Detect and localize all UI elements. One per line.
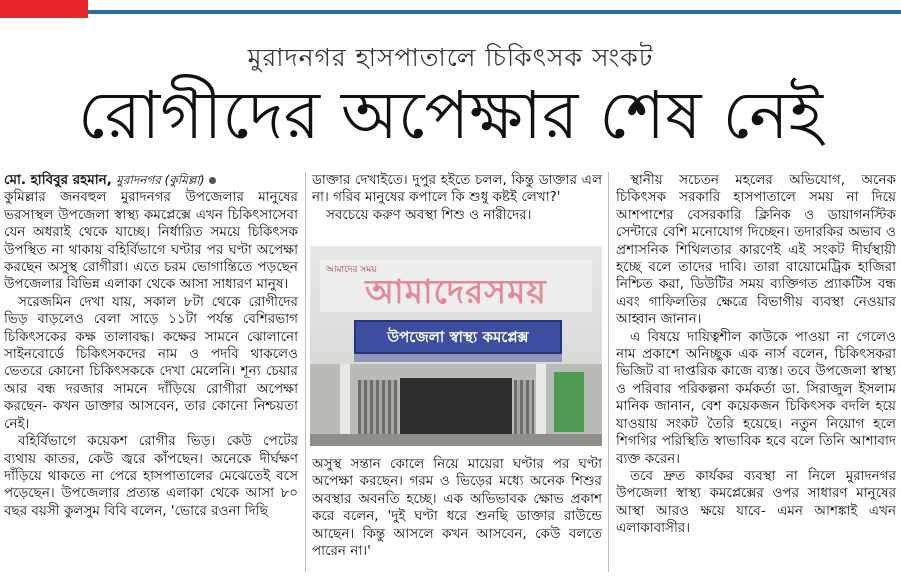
byline: [4, 172, 298, 189]
paragraph: বহির্বিভাগে কয়েকশ রোগীর ভিড়। কেউ পেটের ব্যথায় কাতর, কেউ জ্বরে কাঁপছেন। অনেকে দীর্ঘক্ষণ দাঁড়িয়ে থাকতে না পেরে হাসপাতালের মেঝেতেই বসে পড়েছেন। উপজেলার প্রত্যন্ত এলাকা থেকে আসা ৮০ বছর বয়সী কুলসুম বিবি বলেন, 'ভোরে রওনা দিছি: [4, 433, 298, 519]
bullet-icon: [209, 177, 216, 184]
red-accent-bar: [0, 0, 88, 18]
hospital-signboard: উপজেলা স্বাস্থ্য কমপ্লেক্স: [354, 320, 562, 354]
paragraph: অসুস্থ সন্তান কোলে নিয়ে মায়েরা ঘণ্টার পর ঘণ্টা অপেক্ষা করছেন। গরম ও ভিড়ের মধ্যে অনেক শিশুর অবস্থার অবনতি হচ্ছে। এক অভিভাবক ক্ষোভ প্রকাশ করে বলেন, 'দুই ঘণ্টা ধরে শুনছি ডাক্তার রাউন্ডে আছেন। কিন্তু আসলে কখন আসবেন, কেউ বলতে পারেন না।': [312, 456, 602, 560]
paragraph: এ বিষয়ে দায়িত্বশীল কাউকে পাওয়া না গেলেও নাম প্রকাশে অনিচ্ছুক এক নার্স বলেন, চিকিৎসকরা ভিজিট বা দাপ্তরিক কাজে ব্যস্ত। তবে উপজেলা স্বাস্থ্য ও পরিবার পরিকল্পনা কর্মকর্তা ডা. সিরাজুল ইসলাম মানিক জানান, বেশ কয়েকজন চিকিৎসক বদলি হয়ে যাওয়ায় সংকট তৈরি হয়েছে। নতুন নিয়োগ হলে শিগগির পরিস্থিতি স্বাভাবিক হবে বলে তিনি আশাবাদ ব্যক্ত করেন।: [616, 328, 896, 467]
paragraph: সবচেয়ে করুণ অবস্থা শিশু ও নারীদের।: [326, 206, 532, 223]
byline-location: মুরাদনগর (কুমিল্লা): [116, 173, 205, 187]
kicker-headline: মুরাদনগর হাসপাতালে চিকিৎসক সংকট: [247, 43, 654, 72]
photo-grill: [514, 380, 534, 440]
article-column-2: [312, 172, 602, 224]
signboard-subtext: [354, 354, 562, 362]
paragraph: স্থানীয় সচেতন মহলের অভিযোগ, অনেক চিকিৎসক সরকারি হাসপাতালে সময় না দিয়ে আশপাশের বেসরকারি ক্লিনিক ও ডায়াগনস্টিক সেন্টারে বেশি মনোযোগ দিচ্ছেন। তদারকির অভাব ও প্রশাসনিক শিথিলতার কারণেই এই সংকট দীর্ঘস্থায়ী হচ্ছে বলে তাদের দাবি। তারা বায়োমেট্রিক হাজিরা নিশ্চিত করা, ডিউটির সময় ব্যক্তিগত প্র্যাকটিস বন্ধ এবং গাফিলতির ক্ষেত্রে বিভাগীয় ব্যবস্থা নেওয়ার আহ্বান জানান।: [616, 172, 896, 328]
column-divider: [608, 172, 609, 572]
byline-author: মো. হাবিবুর রহমান,: [4, 172, 112, 188]
blue-accent-line: [88, 10, 901, 14]
photo-floor: [310, 434, 602, 446]
photo-green-panel: [554, 372, 584, 432]
top-color-rule: [0, 0, 901, 18]
photo-watermark-logo: আমাদেরসময়: [365, 272, 547, 311]
paragraph: সরেজমিন দেখা যায়, সকাল ৮টা থেকে রোগীদের ভিড় বাড়লেও বেলা সাড়ে ১১টা পর্যন্ত বেশিরভাগ চিকিৎসকের কক্ষ তালাবদ্ধ। কক্ষের সামনে ঝোলানো সাইনবোর্ডে চিকিৎসকদের নাম ও পদবি থাকলেও ভেতরে কোনো চিকিৎসককে দেখা মেলেনি। শূন্য চেয়ার আর বন্ধ দরজার সামনে দাঁড়িয়ে রোগীরা অপেক্ষা করছেন- কখন ডাক্তার আসবেন, তার কোনো নিশ্চয়তা নেই।: [4, 293, 298, 432]
article-column-2-lower: [312, 456, 602, 560]
article-column-3: [616, 172, 896, 538]
paragraph: ডাক্তার দেখাইতে। দুপুর হইতে চলল, কিন্তু ডাক্তার এল না। গরিব মানুষের কপালে কি শুধু কষ্টই লেখা?': [312, 172, 602, 206]
photo-watermark-small: আমাদের সময়: [326, 265, 377, 275]
paragraph: তবে দ্রুত কার্যকর ব্যবস্থা না নিলে মুরাদনগর উপজেলা স্বাস্থ্য কমপ্লেক্সের ওপর সাধারণ মানুষের আস্থা আরও ক্ষয়ে যাবে- এমন আশঙ্কাই এখন এলাকাবাসীর।: [616, 467, 896, 537]
paragraph: কুমিল্লার জনবহুল মুরাদনগর উপজেলার মানুষের ভরসাস্থল উপজেলা স্বাস্থ্য কমপ্লেক্সে এখন চিকিৎসাসেবা যেন অধরাই থেকে যাচ্ছে। নির্ধারিত সময়ে চিকিৎসক উপস্থিত না থাকায় বহির্বিভাগে ঘণ্টার পর ঘণ্টা অপেক্ষা করছেন অসুস্থ রোগীরা। এতে চরম ভোগান্তিতে পড়ছেন উপজেলার বিভিন্ন এলাকা থেকে আসা সাধারণ মানুষ।: [4, 189, 298, 293]
hospital-photo: [310, 246, 602, 446]
photo-grill: [358, 380, 398, 440]
article-column-1: [4, 172, 298, 520]
main-headline: রোগীদের অপেক্ষার শেষ নেই: [78, 77, 823, 154]
column-divider: [305, 172, 306, 572]
